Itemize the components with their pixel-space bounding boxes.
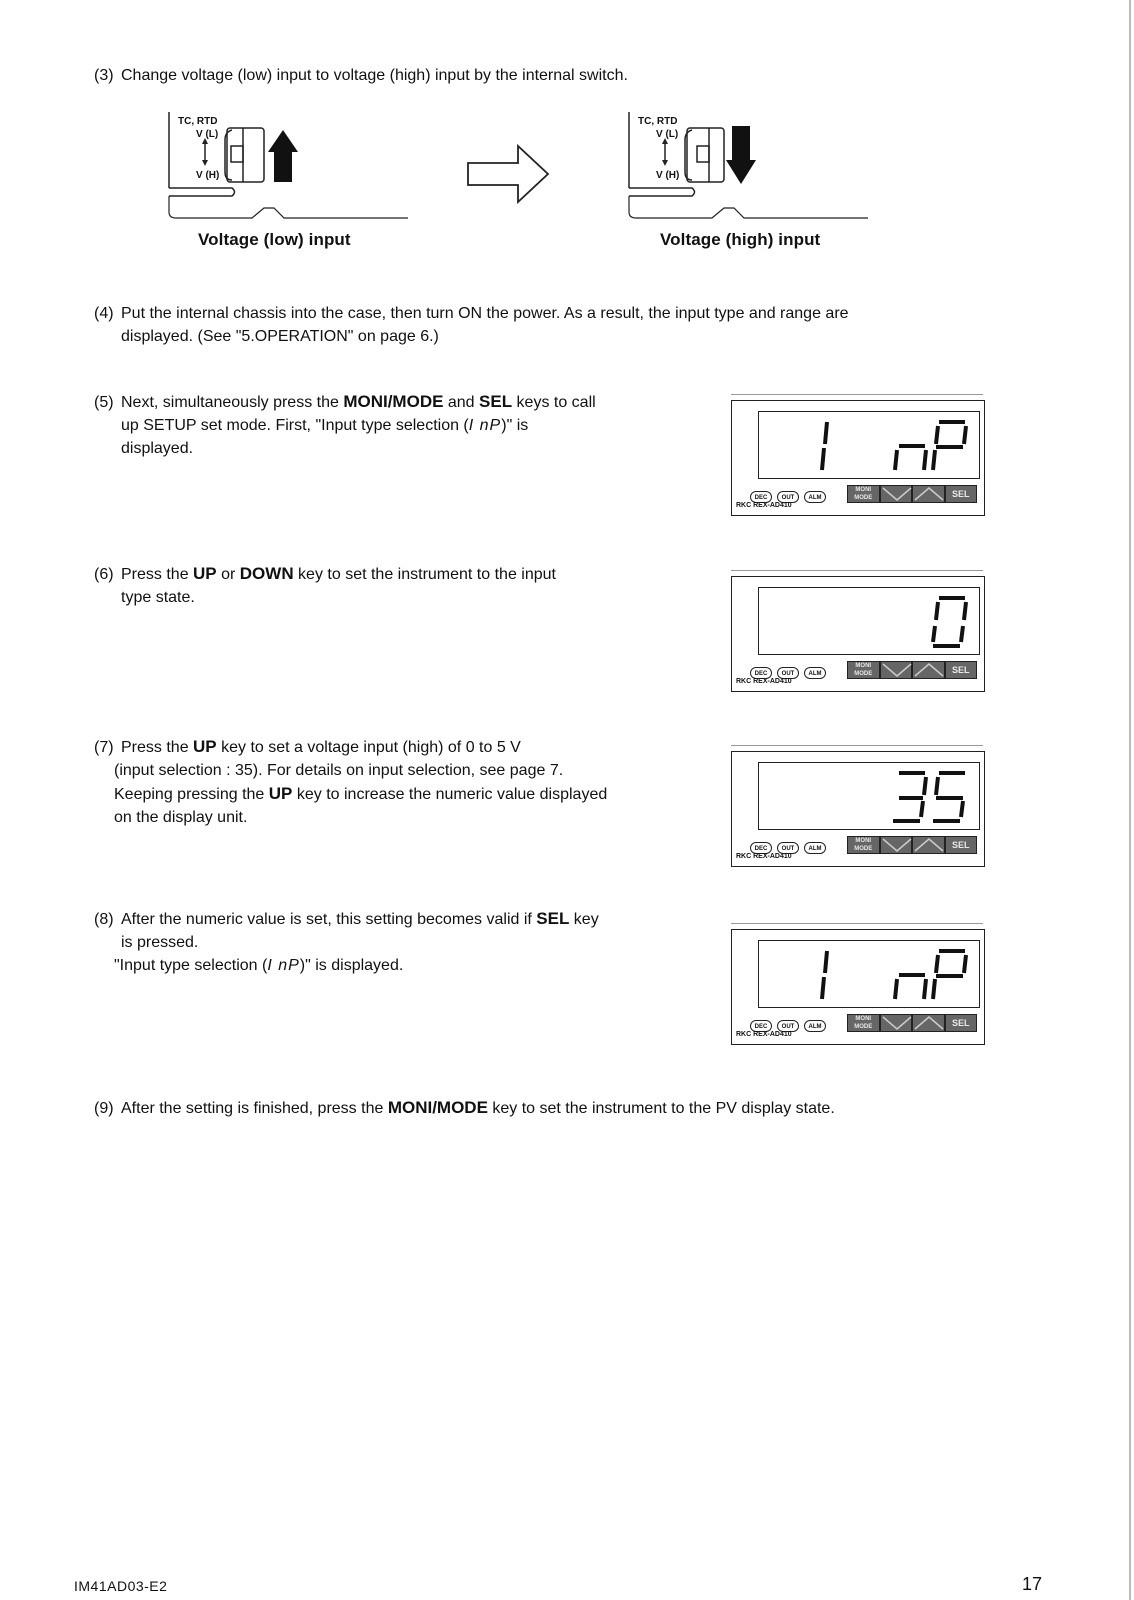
- step-text: Press the: [121, 739, 194, 756]
- step-text: key to increase the numeric value displayed: [292, 786, 608, 803]
- step-text: displayed.: [121, 440, 194, 457]
- key-name: SEL: [479, 392, 513, 411]
- key-name: SEL: [536, 909, 570, 928]
- step-number: (7): [94, 739, 114, 756]
- sel-key[interactable]: SEL: [945, 485, 978, 503]
- step-number: (5): [94, 394, 114, 411]
- status-leds: [750, 486, 831, 500]
- label-v-high: V (H): [656, 170, 680, 181]
- down-arrow-icon: [881, 837, 913, 853]
- up-key[interactable]: [912, 1014, 945, 1032]
- key-name: UP: [193, 564, 217, 583]
- key-name: UP: [268, 784, 293, 803]
- arrow-right-icon: [466, 144, 552, 204]
- switch-diagram-high: [628, 112, 878, 224]
- step-text: displayed. (See "5.OPERATION" on page 6.): [121, 328, 439, 345]
- status-leds: [750, 662, 831, 676]
- step-text: keys to call: [512, 394, 596, 411]
- front-keys: [847, 485, 977, 503]
- display-symbol: I nP: [267, 957, 300, 974]
- step-text: key to set the instrument to the PV display state.: [487, 1100, 835, 1117]
- up-arrow-icon: [913, 837, 945, 853]
- sel-key[interactable]: SEL: [945, 661, 978, 679]
- step-7: [94, 735, 607, 829]
- out-led: OUT: [777, 842, 799, 854]
- alm-led: ALM: [804, 491, 826, 503]
- step-9: [94, 1096, 835, 1120]
- step-number: (8): [94, 911, 114, 928]
- label-v-low: V (L): [196, 129, 219, 140]
- moni-mode-key[interactable]: MONI MODE: [847, 661, 880, 679]
- caption-voltage-low: Voltage (low) input: [198, 230, 351, 249]
- step-text: After the setting is finished, press the: [121, 1100, 388, 1117]
- alm-led: ALM: [804, 667, 826, 679]
- out-led: OUT: [777, 1020, 799, 1032]
- up-key[interactable]: [912, 661, 945, 679]
- document-id: IM41AD03-E2: [74, 1578, 168, 1594]
- model-label: RKC REX-AD410: [736, 678, 792, 685]
- down-arrow-icon: [881, 486, 913, 502]
- moni-mode-key[interactable]: MONI MODE: [847, 836, 880, 854]
- step-text: is pressed.: [121, 934, 199, 951]
- model-label: RKC REX-AD410: [736, 853, 792, 860]
- panel-display: [758, 411, 980, 479]
- step-text: Change voltage (low) input to voltage (high) input by the internal switch.: [121, 67, 628, 84]
- down-key[interactable]: [880, 836, 913, 854]
- step-5: [94, 390, 596, 460]
- model-label: RKC REX-AD410: [736, 502, 792, 509]
- step-text: type state.: [121, 589, 195, 606]
- sel-key[interactable]: SEL: [945, 836, 978, 854]
- controller-panel-0: [731, 576, 985, 692]
- moni-mode-key[interactable]: MONI MODE: [847, 1014, 880, 1032]
- panel-display: [758, 762, 980, 830]
- step-text: "Input type selection (: [114, 957, 268, 974]
- status-leds: [750, 837, 831, 851]
- panel-edge: [731, 923, 983, 924]
- up-arrow-icon: [913, 1015, 945, 1031]
- panel-edge: [731, 745, 983, 746]
- down-key[interactable]: [880, 485, 913, 503]
- step-text: up SETUP set mode. First, "Input type selection (: [121, 417, 469, 434]
- step-text: and: [443, 394, 480, 411]
- step-text: After the numeric value is set, this setting becomes valid if: [121, 911, 537, 928]
- controller-panel-35: [731, 751, 985, 867]
- label-tc-rtd: TC, RTD: [178, 116, 218, 127]
- down-key[interactable]: [880, 661, 913, 679]
- moni-mode-key[interactable]: MONI MODE: [847, 485, 880, 503]
- controller-panel-inp: [731, 400, 985, 516]
- front-keys: [847, 661, 977, 679]
- segment-readout: [815, 767, 975, 825]
- down-arrow-icon: [881, 662, 913, 678]
- alm-led: ALM: [804, 1020, 826, 1032]
- up-arrow-icon: [913, 486, 945, 502]
- step-text: (input selection : 35). For details on input selection, see page 7.: [114, 762, 564, 779]
- key-name: UP: [193, 737, 217, 756]
- step-text: key to set a voltage input (high) of 0 to 5 V: [216, 739, 521, 756]
- step-3: [94, 64, 628, 87]
- step-text: Keeping pressing the: [114, 786, 269, 803]
- status-leds: [750, 1015, 831, 1029]
- up-arrow-icon: [913, 662, 945, 678]
- page-edge: [1129, 0, 1131, 1600]
- step-8: [94, 907, 599, 977]
- label-v-high: V (H): [196, 170, 220, 181]
- caption-voltage-high: Voltage (high) input: [660, 230, 821, 249]
- controller-panel-inp-2: [731, 929, 985, 1045]
- step-text: )" is displayed.: [299, 957, 404, 974]
- dec-led: DEC: [750, 842, 772, 854]
- key-name: MONI/MODE: [387, 1098, 488, 1117]
- step-text: key: [569, 911, 599, 928]
- step-6: [94, 562, 556, 609]
- down-arrow-icon: [881, 1015, 913, 1031]
- down-key[interactable]: [880, 1014, 913, 1032]
- segment-readout: [815, 945, 975, 1003]
- panel-display: [758, 940, 980, 1008]
- key-name: MONI/MODE: [343, 392, 444, 411]
- step-number: (4): [94, 305, 114, 322]
- dec-led: DEC: [750, 667, 772, 679]
- label-v-low: V (L): [656, 129, 679, 140]
- step-number: (6): [94, 566, 114, 583]
- step-text: on the display unit.: [114, 809, 248, 826]
- step-text: )" is: [501, 417, 529, 434]
- switch-diagram-low: [168, 112, 418, 224]
- step-text: or: [216, 566, 240, 583]
- step-text: Put the internal chassis into the case, then turn ON the power. As a result, the input type and range are: [121, 305, 849, 322]
- key-name: DOWN: [239, 564, 294, 583]
- step-text: Press the: [121, 566, 194, 583]
- step-text: key to set the instrument to the input: [293, 566, 556, 583]
- up-key[interactable]: [912, 485, 945, 503]
- panel-display: [758, 587, 980, 655]
- out-led: OUT: [777, 667, 799, 679]
- panel-edge: [731, 570, 983, 571]
- model-label: RKC REX-AD410: [736, 1031, 792, 1038]
- out-led: OUT: [777, 491, 799, 503]
- front-keys: [847, 836, 977, 854]
- panel-edge: [731, 394, 983, 395]
- segment-readout: [815, 416, 975, 474]
- dec-led: DEC: [750, 491, 772, 503]
- page-number: 17: [1022, 1574, 1043, 1594]
- sel-key[interactable]: SEL: [945, 1014, 978, 1032]
- segment-readout: [815, 592, 975, 650]
- step-text: Next, simultaneously press the: [121, 394, 344, 411]
- dec-led: DEC: [750, 1020, 772, 1032]
- up-key[interactable]: [912, 836, 945, 854]
- front-keys: [847, 1014, 977, 1032]
- step-number: (3): [94, 67, 114, 84]
- step-4: [94, 302, 849, 348]
- label-tc-rtd: TC, RTD: [638, 116, 678, 127]
- step-number: (9): [94, 1100, 114, 1117]
- alm-led: ALM: [804, 842, 826, 854]
- display-symbol: I nP: [468, 417, 502, 434]
